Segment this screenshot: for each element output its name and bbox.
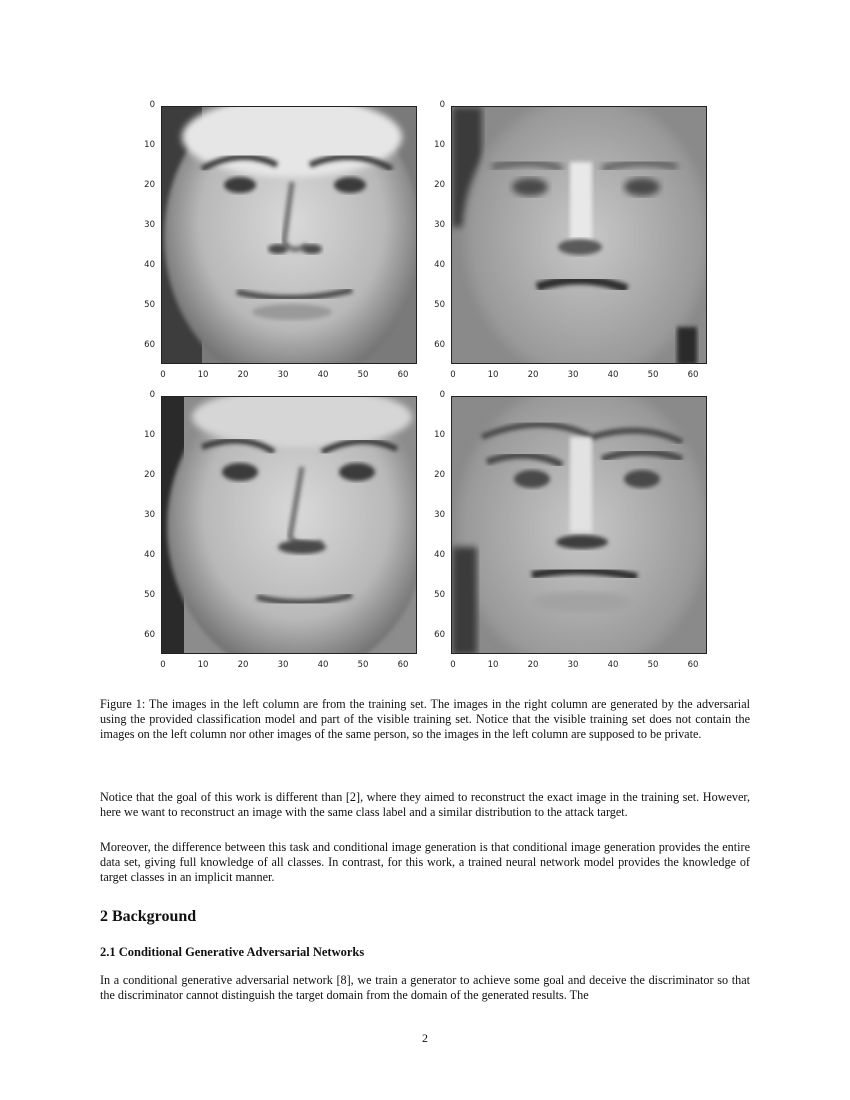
y-tick: 0: [439, 100, 445, 110]
x-tick: 60: [687, 660, 699, 670]
y-tick: 0: [149, 390, 155, 400]
y-tick: 60: [144, 630, 155, 640]
x-tick: 0: [160, 370, 166, 380]
x-tick: 20: [527, 370, 539, 380]
y-tick: 30: [144, 510, 155, 520]
page-number: 2: [422, 1031, 428, 1045]
x-tick: 10: [487, 660, 499, 670]
body-paragraph-3: In a conditional generative adversarial network [8], we train a generator to achieve some goal and deceive the discriminator so that the discriminator cannot distinguish the target domain from the domain of the generated results. The: [100, 973, 750, 1003]
y-tick: 20: [144, 180, 155, 190]
y-tick: 10: [144, 430, 155, 440]
face-image: [451, 106, 707, 364]
x-tick: 0: [160, 660, 166, 670]
y-tick: 20: [434, 180, 445, 190]
face-image: [161, 396, 417, 654]
y-tick: 20: [144, 470, 155, 480]
face-image: [161, 106, 417, 364]
x-tick: 50: [647, 660, 659, 670]
x-tick: 40: [607, 660, 619, 670]
y-tick: 30: [434, 510, 445, 520]
y-tick: 50: [144, 300, 155, 310]
y-tick: 40: [144, 550, 155, 560]
y-tick: 0: [149, 100, 155, 110]
y-tick: 50: [144, 590, 155, 600]
x-tick: 40: [317, 370, 329, 380]
y-tick: 10: [144, 140, 155, 150]
y-tick: 40: [434, 550, 445, 560]
x-tick: 40: [607, 370, 619, 380]
x-tick: 10: [197, 370, 209, 380]
x-tick: 20: [527, 660, 539, 670]
y-tick: 40: [434, 260, 445, 270]
y-tick: 40: [144, 260, 155, 270]
x-tick: 60: [397, 660, 409, 670]
y-tick: 10: [434, 430, 445, 440]
figure-panel-training-1: [135, 100, 425, 385]
y-tick: 50: [434, 300, 445, 310]
y-tick: 60: [434, 630, 445, 640]
x-tick: 60: [687, 370, 699, 380]
face-image-generated-2: [452, 397, 707, 654]
section-heading: 2 Background: [100, 908, 197, 925]
x-tick: 0: [450, 660, 456, 670]
figure-panel-generated-2: [425, 390, 715, 675]
face-image-generated-1: [452, 107, 707, 364]
face-image: [451, 396, 707, 654]
x-tick: 30: [277, 660, 289, 670]
figure-panel-generated-1: [425, 100, 715, 385]
subsection-heading: 2.1 Conditional Generative Adversarial Networks: [100, 945, 365, 959]
x-tick: 10: [197, 660, 209, 670]
face-image-training-2: [162, 397, 417, 654]
y-tick: 10: [434, 140, 445, 150]
y-tick: 50: [434, 590, 445, 600]
x-tick: 30: [277, 370, 289, 380]
y-tick: 30: [144, 220, 155, 230]
x-tick: 30: [567, 660, 579, 670]
y-tick: 0: [439, 390, 445, 400]
body-paragraph-2: Moreover, the difference between this task and conditional image generation is that conditional image generation provides the entire data set, giving full knowledge of all classes. In contrast, for this work, a trained neural network model provides the knowledge of target classes in an implicit manner.: [100, 840, 750, 885]
y-tick: 60: [144, 340, 155, 350]
x-tick: 20: [237, 370, 249, 380]
body-paragraph-1: Notice that the goal of this work is different than [2], where they aimed to reconstruct the exact image in the training set. However, here we want to reconstruct an image with the same class label and a similar distribution to the attack target.: [100, 790, 750, 820]
x-tick: 50: [647, 370, 659, 380]
face-image-training-1: [162, 107, 417, 364]
x-tick: 40: [317, 660, 329, 670]
y-tick: 30: [434, 220, 445, 230]
x-tick: 60: [397, 370, 409, 380]
x-tick: 10: [487, 370, 499, 380]
x-tick: 30: [567, 370, 579, 380]
x-tick: 50: [357, 660, 369, 670]
x-tick: 20: [237, 660, 249, 670]
y-tick: 60: [434, 340, 445, 350]
figure-caption: Figure 1: The images in the left column are from the training set. The images in the right column are generated by the adversarial using the provided classification model and part of the visible training set. Notice that the visible training set does not contain the images on the left column nor other images of the same person, so the images in the left column are supposed to be private.: [100, 697, 750, 742]
y-tick: 20: [434, 470, 445, 480]
figure-panel-training-2: [135, 390, 425, 675]
x-tick: 0: [450, 370, 456, 380]
x-tick: 50: [357, 370, 369, 380]
